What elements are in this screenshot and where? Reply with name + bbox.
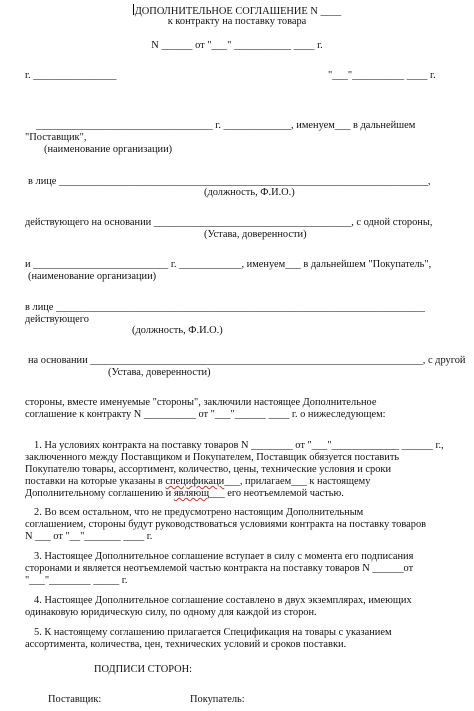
city-field: г. ________________ (25, 70, 117, 81)
signatures-heading: ПОДПИСИ СТОРОН: (94, 664, 193, 675)
buyer-basis-line: на основании ________________________________________________________________, с другой (28, 355, 466, 366)
document-title: ДОПОЛНИТЕЛЬНОЕ СОГЛАШЕНИЕ N ____ (134, 6, 342, 17)
buyer-org-hint: (наименование организации) (28, 271, 157, 282)
clause-3-line-1: 3. Настоящее Дополнительное соглашение вступает в силу с момента его подписания (34, 551, 414, 562)
buyer-acting-label: действующего (25, 314, 89, 325)
intro-line-2: соглашение к контракту N __________ от "___"______ ____ г. о нижеследующем: (25, 409, 386, 420)
clause-2-line-2: соглашением, стороны будут руководствоваться условиями контракта на поставку товаров (25, 519, 427, 530)
supplier-org-hint: (наименование организации) (44, 144, 173, 155)
clause-3-line-2: сторонами и является неотъемлемой частью контракта на поставку товаров N ______от (25, 563, 414, 574)
supplier-person-line: в лице _______________________________________________________________________, (28, 176, 431, 187)
clause-2-line-1: 2. Во всем остальном, что не предусмотрено настоящим Дополнительным (34, 507, 364, 518)
supplier-basis-hint: (Устава, доверенности) (204, 229, 307, 240)
buyer-basis-hint: (Устава, доверенности) (108, 367, 211, 378)
buyer-person-hint: (должность, Ф.И.О.) (132, 325, 223, 336)
text-cursor (133, 4, 134, 15)
clause-4-line-1: 4. Настоящее Дополнительное соглашение составлено в двух экземплярах, имеющих (34, 595, 412, 606)
clause-1-line-4: поставки на которые указаны в спецификаци___, прилагаем___ к настоящему (25, 476, 371, 487)
agreement-number-line: N ______ от "___" ___________ ____ г. (151, 40, 323, 51)
clause-2-line-3: N ___ от "__"_______ ____ г. (25, 531, 153, 542)
supplier-label: "Поставщик", (25, 132, 87, 143)
date-field: "___"__________ ____ г. (328, 70, 436, 81)
clause-1-line-2: заключенного между Поставщиком и Покупателем, Поставщик обязуется поставить (25, 452, 400, 463)
spellcheck-underline: являющ (173, 488, 210, 499)
clause-5-line-2: ассортимента, количества, цен, технических условий и сроков поставки. (25, 639, 347, 650)
supplier-signature-label: Поставщик: (48, 694, 102, 705)
clause-3-line-3: "___"________ _____ г. (25, 575, 128, 586)
clause-1-line-5: Дополнительному соглашению и являющ___ его неотъемлемой частью. (25, 488, 344, 499)
clause-5-line-1: 5. К настоящему соглашению прилагается Спецификация на товары с указанием (34, 627, 392, 638)
intro-line-1: стороны, вместе именуемые "стороны", заключили настоящее Дополнительное (25, 397, 377, 408)
buyer-line: и __________________________ г. ____________, именуем___ в дальнейшем "Покупатель", (25, 259, 432, 270)
supplier-line: __________________________________ г. _____________, именуем___ в дальнейшем (36, 120, 416, 131)
spellcheck-underline: спецификаци (165, 476, 225, 487)
buyer-person-line: в лице _______________________________________________________________________ (25, 302, 425, 313)
supplier-basis-line: действующего на основании ______________________________________, с одной стороны, (25, 217, 433, 228)
supplier-person-hint: (должность, Ф.И.О.) (204, 187, 295, 198)
clause-1-line-3: Покупателю товары, ассортимент, количество, цены, технические условия и сроки (25, 464, 392, 475)
clause-1-line-1: 1. На условиях контракта на поставку товаров N ________ от "___"_____________ ______ г., (34, 440, 444, 451)
document-subtitle: к контракту на поставку товара (167, 16, 307, 27)
clause-4-line-2: одинаковую юридическую силу, по одному для каждой из сторон. (25, 607, 317, 618)
buyer-signature-label: Покупатель: (190, 694, 245, 705)
